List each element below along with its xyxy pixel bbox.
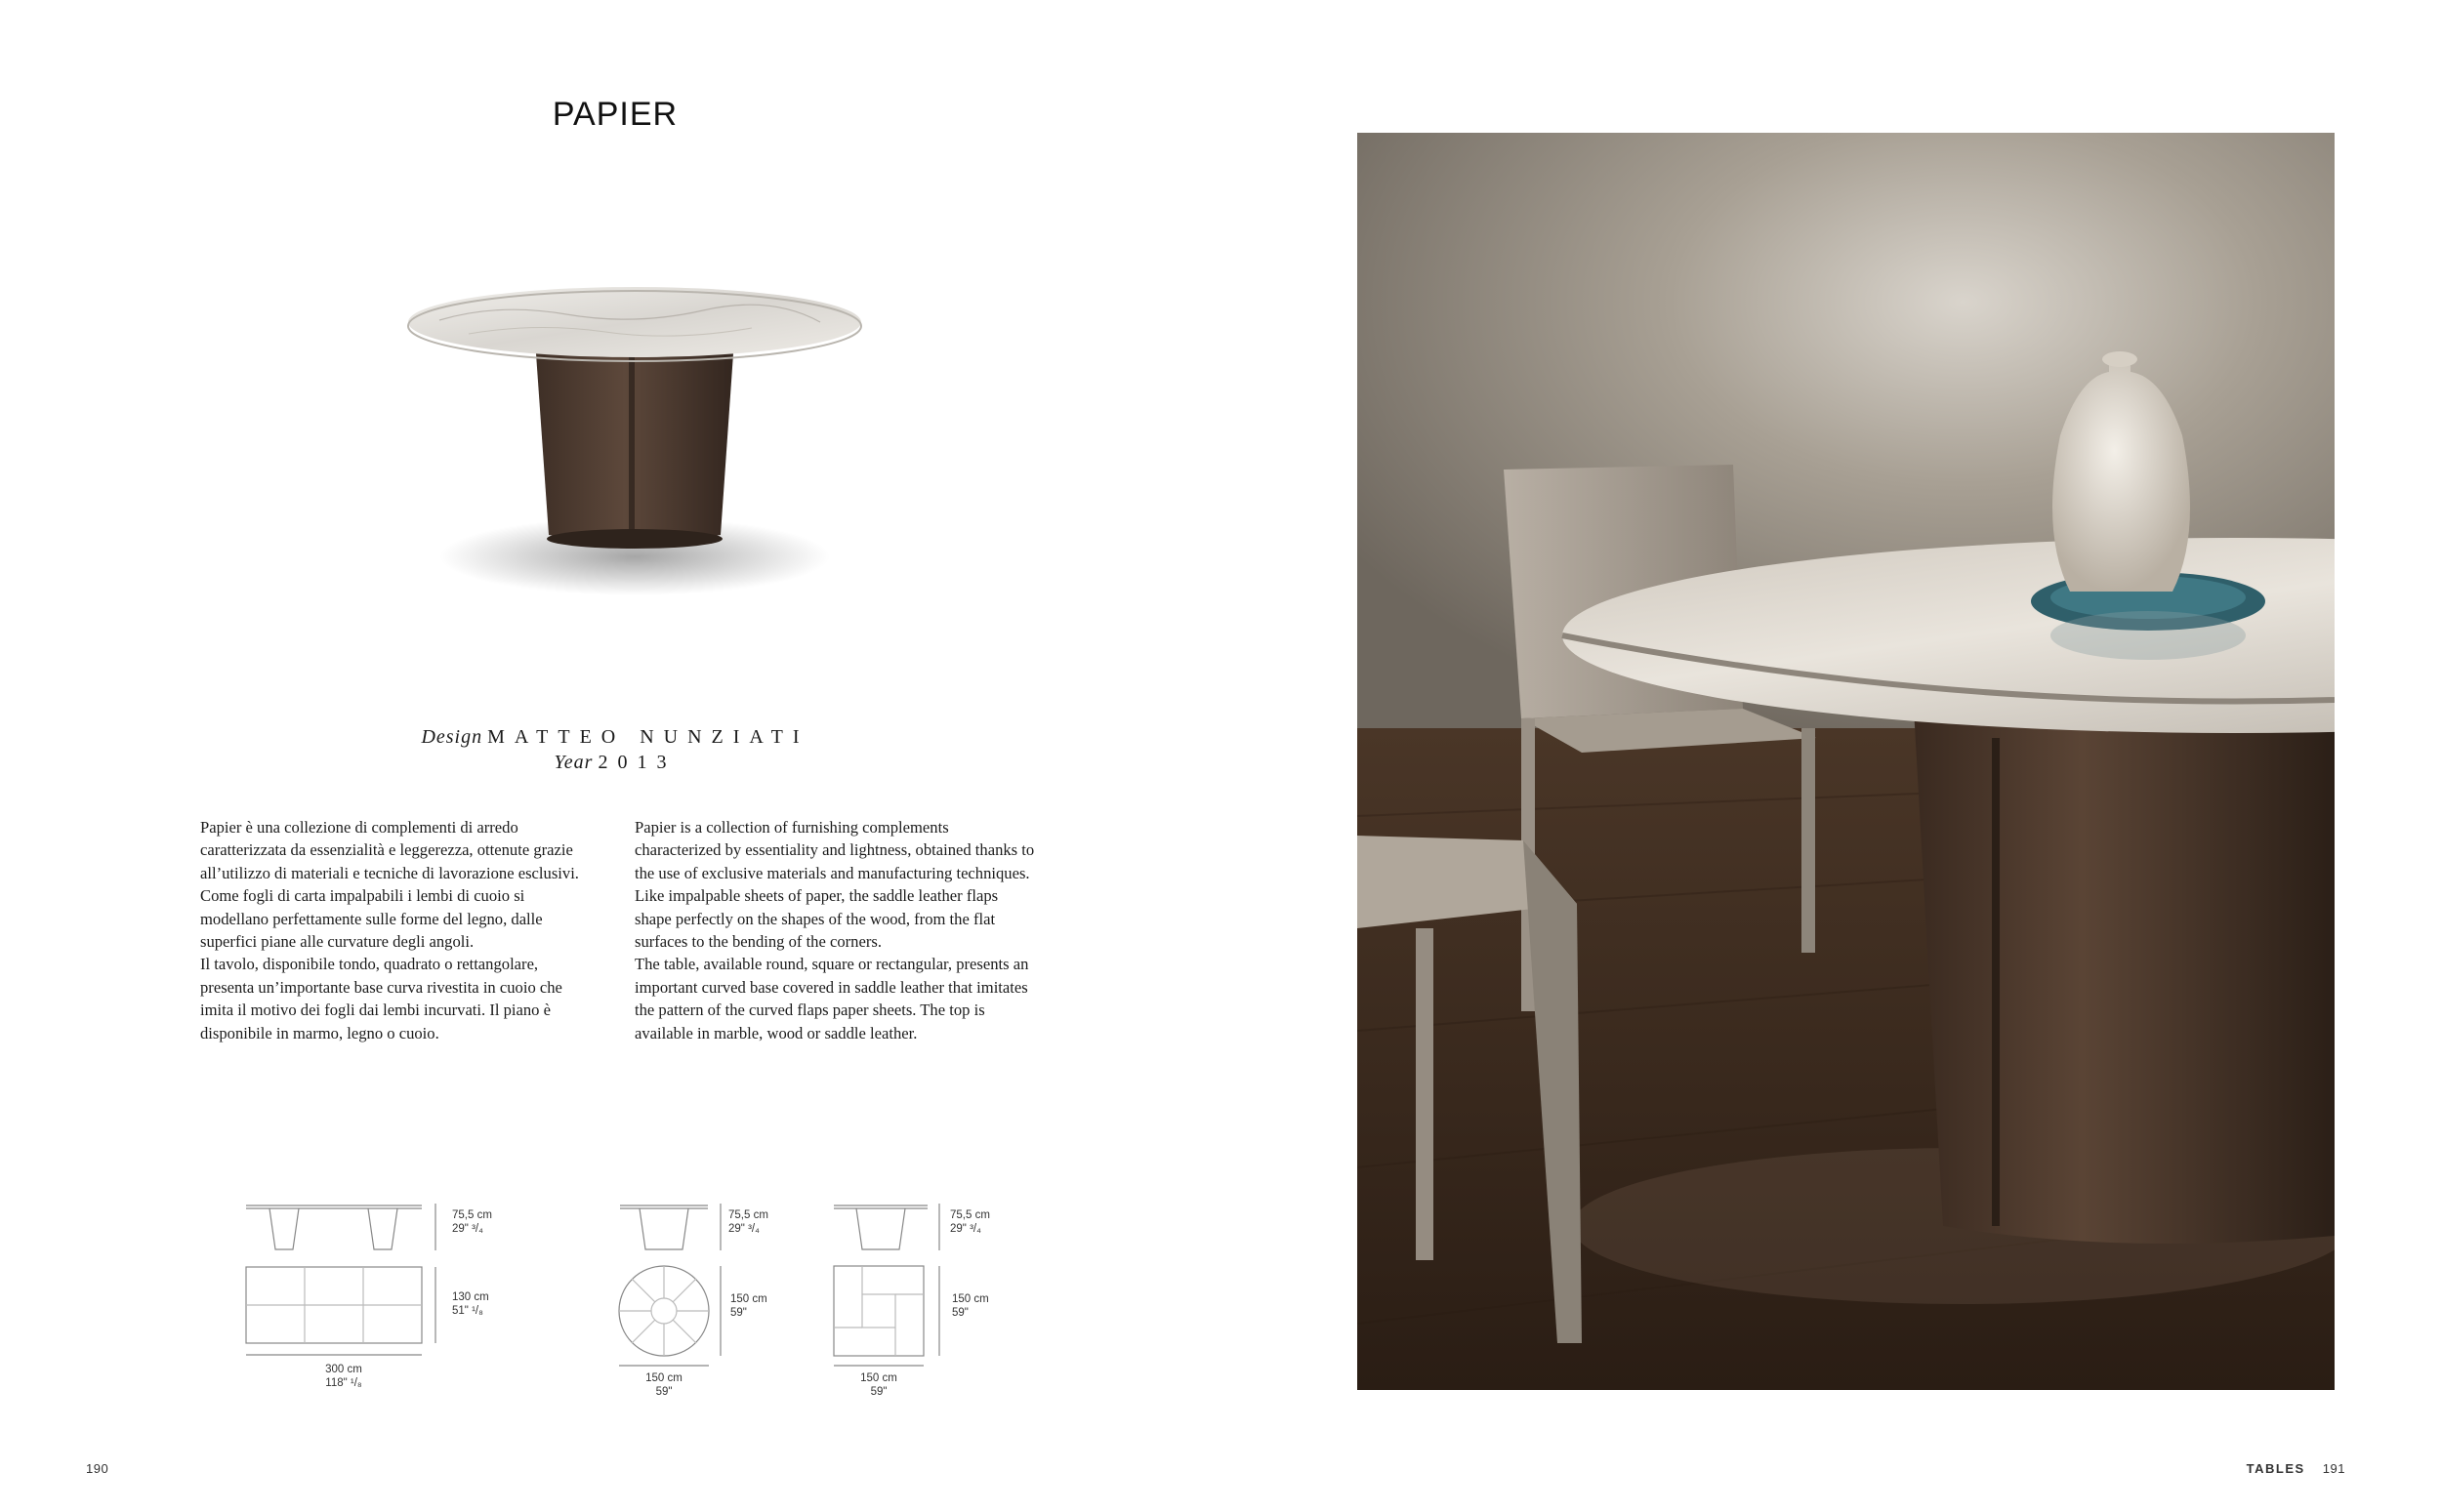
designer-name: MATTEO NUNZIATI	[487, 726, 809, 748]
dim-rect-height-in: 29" ³/₄	[452, 1223, 483, 1235]
dim-square-height	[950, 1208, 990, 1236]
description-english-p2: The table, available round, square or rectangular, presents an important curved base covered in saddle leather that imitates the pattern of the curved flaps paper sheets. The top is available in marble, wood or saddle leather.	[635, 955, 1029, 1042]
dim-round-height-cm: 75,5 cm	[728, 1209, 768, 1221]
drawing-square-table	[830, 1196, 952, 1371]
dim-round-depth-cm: 150 cm	[730, 1293, 767, 1305]
description-italian-p2: Il tavolo, disponibile tondo, quadrato o rettangolare, presenta un’importante base curva rivestita in cuoio che imita il motivo dei fogli dai lembi incurvati. Il piano è disponibile in marmo, legno o cuoio.	[200, 955, 562, 1042]
page-number-left: 190	[86, 1461, 109, 1476]
dim-square-width	[830, 1371, 928, 1399]
year-label: Year	[554, 752, 594, 773]
dim-round-depth-in: 59"	[730, 1307, 747, 1319]
dim-round-width	[615, 1371, 713, 1399]
dim-round-depth	[730, 1292, 767, 1320]
designer-line	[0, 724, 1230, 750]
dim-rect-width-in: 118" ¹/₈	[325, 1377, 362, 1389]
page-number-right: 191	[2322, 1461, 2345, 1476]
description-english-p1: Papier is a collection of furnishing complements characterized by essentiality and lightness, obtained thanks to the use of exclusive materials and manufacturing techniques. Like impalpable sheets of paper, the saddle leather flaps shape perfectly on the shapes of the wood, from the flat surfaces to the bending of the corners.	[635, 818, 1035, 952]
design-credits	[0, 724, 1230, 775]
dim-square-width-cm: 150 cm	[860, 1372, 897, 1384]
dim-round-height	[728, 1208, 768, 1236]
dim-rect-height-cm: 75,5 cm	[452, 1209, 492, 1221]
drawing-round-table	[610, 1196, 732, 1371]
dim-square-depth-cm: 150 cm	[952, 1293, 989, 1305]
dim-rect-width-cm: 300 cm	[325, 1364, 362, 1375]
dim-rect-depth-in: 51" ¹/₈	[452, 1305, 483, 1317]
page-title: PAPIER	[552, 96, 679, 133]
dim-square-height-cm: 75,5 cm	[950, 1209, 990, 1221]
design-label: Design	[421, 726, 483, 748]
dim-square-width-in: 59"	[870, 1386, 888, 1398]
dim-round-width-cm: 150 cm	[645, 1372, 683, 1384]
year-value: 2013	[598, 752, 677, 773]
section-name: TABLES	[2246, 1461, 2305, 1476]
dim-rect-depth	[452, 1290, 489, 1318]
dim-rect-width	[295, 1363, 393, 1390]
product-photo-table	[381, 283, 889, 625]
description-italian-p1: Papier è una collezione di complementi di arredo caratterizzata da essenzialità e leggerezza, ottenute grazie all’utilizzo di materiali e tecniche di lavorazione esclusivi. Come fogli di carta impalpabili i lembi di cuoio si modellano perfettamente sulle forme del legno, dalle superfici piane alle curvature degli angoli.	[200, 818, 579, 952]
dim-square-depth-in: 59"	[952, 1307, 969, 1319]
dim-rect-depth-cm: 130 cm	[452, 1291, 489, 1303]
drawing-rectangular-table	[234, 1196, 459, 1362]
year-line	[0, 750, 1230, 775]
dim-square-height-in: 29" ³/₄	[950, 1223, 981, 1235]
description-english	[635, 816, 1035, 1044]
dim-square-depth	[952, 1292, 989, 1320]
room-photo-papier-table	[1357, 133, 2335, 1390]
dim-round-height-in: 29" ³/₄	[728, 1223, 760, 1235]
dim-round-width-in: 59"	[655, 1386, 673, 1398]
footer-right	[2247, 1461, 2345, 1476]
description-italian	[200, 816, 596, 1044]
dim-rect-height	[452, 1208, 492, 1236]
